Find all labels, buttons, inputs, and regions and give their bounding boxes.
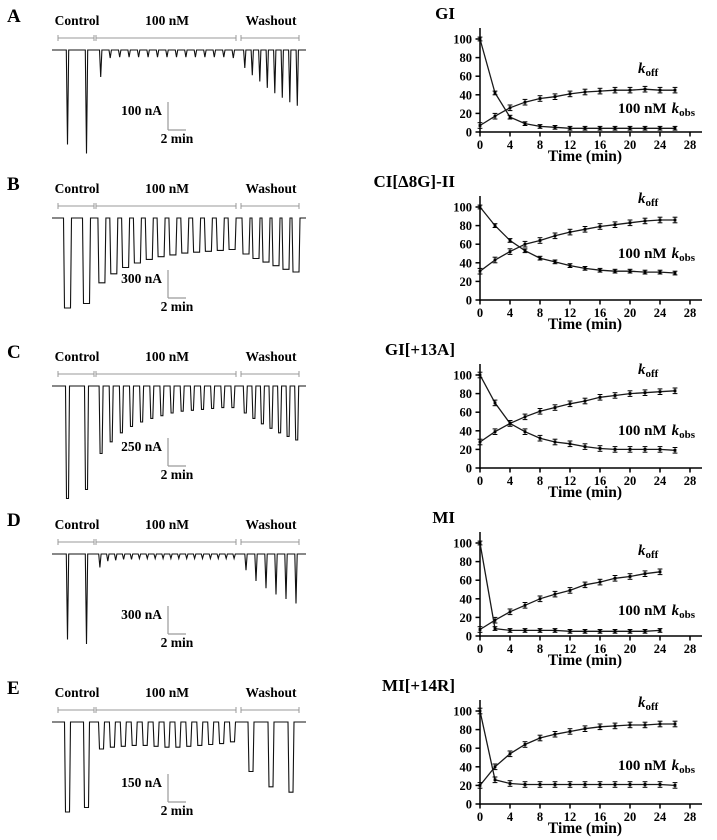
axes (476, 364, 703, 473)
panel-D (0, 504, 717, 672)
x-tick-label: 0 (476, 474, 484, 488)
koff-label (638, 544, 658, 561)
x-tick-label: 12 (563, 306, 577, 320)
panel-C (0, 336, 717, 504)
x-tick-label: 20 (623, 138, 637, 152)
x-tick-label: 0 (476, 810, 484, 824)
trace-path (52, 218, 306, 308)
bracket-control (58, 371, 94, 377)
scale-amplitude-label: 100 nA (121, 103, 162, 118)
trace-path (52, 554, 306, 644)
bracket-washout (241, 203, 299, 209)
trace-label-drug: 100 nM (145, 13, 189, 28)
x-tick-label: 12 (563, 138, 577, 152)
y-tick-label: 40 (459, 592, 472, 607)
y-tick-label: 40 (459, 760, 472, 775)
x-tick-label: 8 (536, 474, 544, 488)
scale-amplitude-label: 250 nA (121, 439, 162, 454)
bracket-drug (96, 539, 236, 545)
y-tick-label: 80 (459, 219, 472, 234)
bracket-control (58, 707, 94, 713)
bracket-drug (96, 707, 236, 713)
y-tick-label: 80 (459, 387, 472, 402)
y-tick-label: 0 (465, 125, 472, 140)
bracket-washout (241, 371, 299, 377)
y-tick-label: 40 (459, 424, 472, 439)
kobs-k: k (671, 423, 680, 439)
koff-k: k (638, 543, 646, 559)
kobs-series (478, 205, 678, 275)
kobs-label (618, 424, 695, 441)
y-tick-label: 80 (459, 51, 472, 66)
y-tick-label: 60 (459, 741, 472, 756)
x-axis-label: Time (min) (547, 484, 623, 501)
y-tick-label: 100 (453, 704, 472, 719)
panel-E (0, 672, 717, 840)
bracket-washout (241, 707, 299, 713)
x-axis-label: Time (min) (547, 652, 623, 669)
y-tick-label: 20 (459, 610, 472, 625)
kobs-k: k (671, 758, 680, 774)
y-tick-label: 20 (459, 778, 472, 793)
kobs-prefix: 100 nM (617, 101, 667, 117)
kobs-sub: obs (679, 609, 695, 621)
panel-A (0, 0, 717, 168)
trace-label-washout: Washout (245, 13, 297, 28)
y-tick-label: 100 (453, 536, 472, 551)
panel-letter: B (7, 174, 20, 195)
scale-amplitude-label: 150 nA (121, 775, 162, 790)
koff-series (478, 721, 678, 788)
trace-label-drug: 100 nM (145, 517, 189, 532)
kobs-prefix: 100 nM (617, 423, 667, 439)
y-tick-label: 20 (459, 106, 472, 121)
koff-k: k (638, 695, 646, 711)
chart-title: MI (432, 508, 455, 527)
y-tick-label: 60 (459, 69, 472, 84)
y-tick-label: 0 (465, 293, 472, 308)
trace-path (52, 722, 306, 812)
y-tick-label: 100 (453, 32, 472, 47)
x-tick-label: 28 (683, 642, 697, 656)
x-tick-label: 12 (563, 810, 577, 824)
x-tick-label: 24 (653, 810, 667, 824)
koff-label (638, 62, 658, 79)
kobs-k: k (671, 603, 680, 619)
x-tick-label: 4 (506, 474, 514, 488)
x-tick-label: 4 (506, 810, 514, 824)
scale-amplitude-label: 300 nA (121, 607, 162, 622)
trace-label-washout: Washout (245, 517, 297, 532)
panel-letter: D (7, 510, 21, 531)
scale-bar (168, 270, 186, 298)
x-tick-label: 4 (506, 306, 514, 320)
trace-label-control: Control (54, 685, 100, 700)
y-tick-label: 20 (459, 274, 472, 289)
x-tick-label: 28 (683, 138, 697, 152)
x-tick-label: 24 (653, 306, 667, 320)
x-tick-label: 12 (563, 642, 577, 656)
x-tick-label: 24 (653, 474, 667, 488)
trace-label-control: Control (54, 349, 100, 364)
x-tick-label: 24 (653, 642, 667, 656)
x-tick-label: 8 (536, 306, 544, 320)
scale-bar (168, 102, 186, 130)
x-tick-label: 20 (623, 810, 637, 824)
x-axis-label: Time (min) (547, 316, 623, 333)
bracket-control (58, 539, 94, 545)
x-tick-label: 16 (593, 306, 607, 320)
kobs-label (618, 102, 695, 119)
kobs-label (618, 247, 695, 264)
kobs-prefix: 100 nM (617, 246, 667, 262)
scale-time-label: 2 min (160, 299, 194, 314)
y-tick-label: 0 (465, 461, 472, 476)
kobs-sub: obs (679, 107, 695, 119)
chart-title: CI[Δ8G]-II (373, 172, 455, 191)
koff-k: k (638, 362, 646, 378)
kobs-sub: obs (679, 764, 695, 776)
chart-title: GI[+13A] (384, 340, 455, 359)
axes (476, 28, 703, 137)
trace-label-washout: Washout (245, 181, 297, 196)
bracket-washout (241, 35, 299, 41)
scale-amplitude-label: 300 nA (121, 271, 162, 286)
bracket-washout (241, 539, 299, 545)
scale-bar (168, 774, 186, 802)
kobs-sub: obs (679, 252, 695, 264)
koff-sub: off (645, 549, 659, 561)
x-tick-label: 16 (593, 810, 607, 824)
koff-label (638, 363, 658, 380)
x-axis-label: Time (min) (547, 820, 623, 837)
kinetics-chart (440, 0, 717, 168)
bracket-control (58, 203, 94, 209)
kobs-prefix: 100 nM (617, 758, 667, 774)
kobs-k: k (671, 246, 680, 262)
kobs-series (478, 708, 678, 788)
trace-label-control: Control (54, 181, 100, 196)
x-tick-label: 4 (506, 642, 514, 656)
koff-k: k (638, 61, 646, 77)
x-tick-label: 20 (623, 642, 637, 656)
koff-label (638, 192, 658, 209)
kinetics-chart (440, 336, 717, 504)
y-tick-label: 0 (465, 629, 472, 644)
kobs-sub: obs (679, 429, 695, 441)
bracket-control (58, 35, 94, 41)
x-tick-label: 8 (536, 138, 544, 152)
panel-B (0, 168, 717, 336)
bracket-drug (96, 203, 236, 209)
x-tick-label: 28 (683, 810, 697, 824)
scale-time-label: 2 min (160, 635, 194, 650)
koff-sub: off (645, 701, 659, 713)
y-tick-label: 80 (459, 723, 472, 738)
x-tick-label: 12 (563, 474, 577, 488)
x-tick-label: 8 (536, 642, 544, 656)
x-tick-label: 28 (683, 306, 697, 320)
panel-letter: C (7, 342, 21, 363)
x-tick-label: 0 (476, 138, 484, 152)
trace-label-control: Control (54, 13, 100, 28)
x-tick-label: 20 (623, 306, 637, 320)
y-tick-label: 100 (453, 200, 472, 215)
axes (476, 532, 703, 641)
x-tick-label: 0 (476, 306, 484, 320)
koff-sub: off (645, 197, 659, 209)
panel-letter: A (7, 6, 21, 27)
x-axis-label: Time (min) (547, 148, 623, 165)
x-tick-label: 24 (653, 138, 667, 152)
scale-time-label: 2 min (160, 131, 194, 146)
kinetics-chart (440, 672, 717, 840)
y-tick-label: 60 (459, 237, 472, 252)
y-tick-label: 40 (459, 256, 472, 271)
x-tick-label: 16 (593, 138, 607, 152)
scale-bar (168, 606, 186, 634)
kinetics-chart (440, 504, 717, 672)
trace-label-washout: Washout (245, 349, 297, 364)
panel-letter: E (7, 678, 20, 699)
koff-k: k (638, 191, 646, 207)
x-tick-label: 0 (476, 642, 484, 656)
koff-label (638, 696, 658, 713)
trace-label-control: Control (54, 517, 100, 532)
scale-time-label: 2 min (160, 803, 194, 818)
kobs-label (618, 759, 695, 776)
koff-series (478, 569, 663, 632)
y-tick-label: 0 (465, 797, 472, 812)
koff-sub: off (645, 67, 659, 79)
y-tick-label: 40 (459, 88, 472, 103)
koff-sub: off (645, 368, 659, 380)
trace-label-drug: 100 nM (145, 181, 189, 196)
bracket-drug (96, 371, 236, 377)
kobs-label (618, 604, 695, 621)
scale-bar (168, 438, 186, 466)
kobs-prefix: 100 nM (617, 603, 667, 619)
trace-label-drug: 100 nM (145, 349, 189, 364)
x-tick-label: 16 (593, 474, 607, 488)
y-tick-label: 100 (453, 368, 472, 383)
y-tick-label: 60 (459, 405, 472, 420)
x-tick-label: 16 (593, 642, 607, 656)
chart-title: GI (435, 4, 455, 23)
x-tick-label: 4 (506, 138, 514, 152)
x-tick-label: 28 (683, 474, 697, 488)
trace-label-drug: 100 nM (145, 685, 189, 700)
y-tick-label: 80 (459, 555, 472, 570)
scale-time-label: 2 min (160, 467, 194, 482)
y-tick-label: 20 (459, 442, 472, 457)
trace-label-washout: Washout (245, 685, 297, 700)
chart-title: MI[+14R] (382, 676, 455, 695)
kobs-k: k (671, 101, 680, 117)
bracket-drug (96, 35, 236, 41)
x-tick-label: 20 (623, 474, 637, 488)
y-tick-label: 60 (459, 573, 472, 588)
x-tick-label: 8 (536, 810, 544, 824)
